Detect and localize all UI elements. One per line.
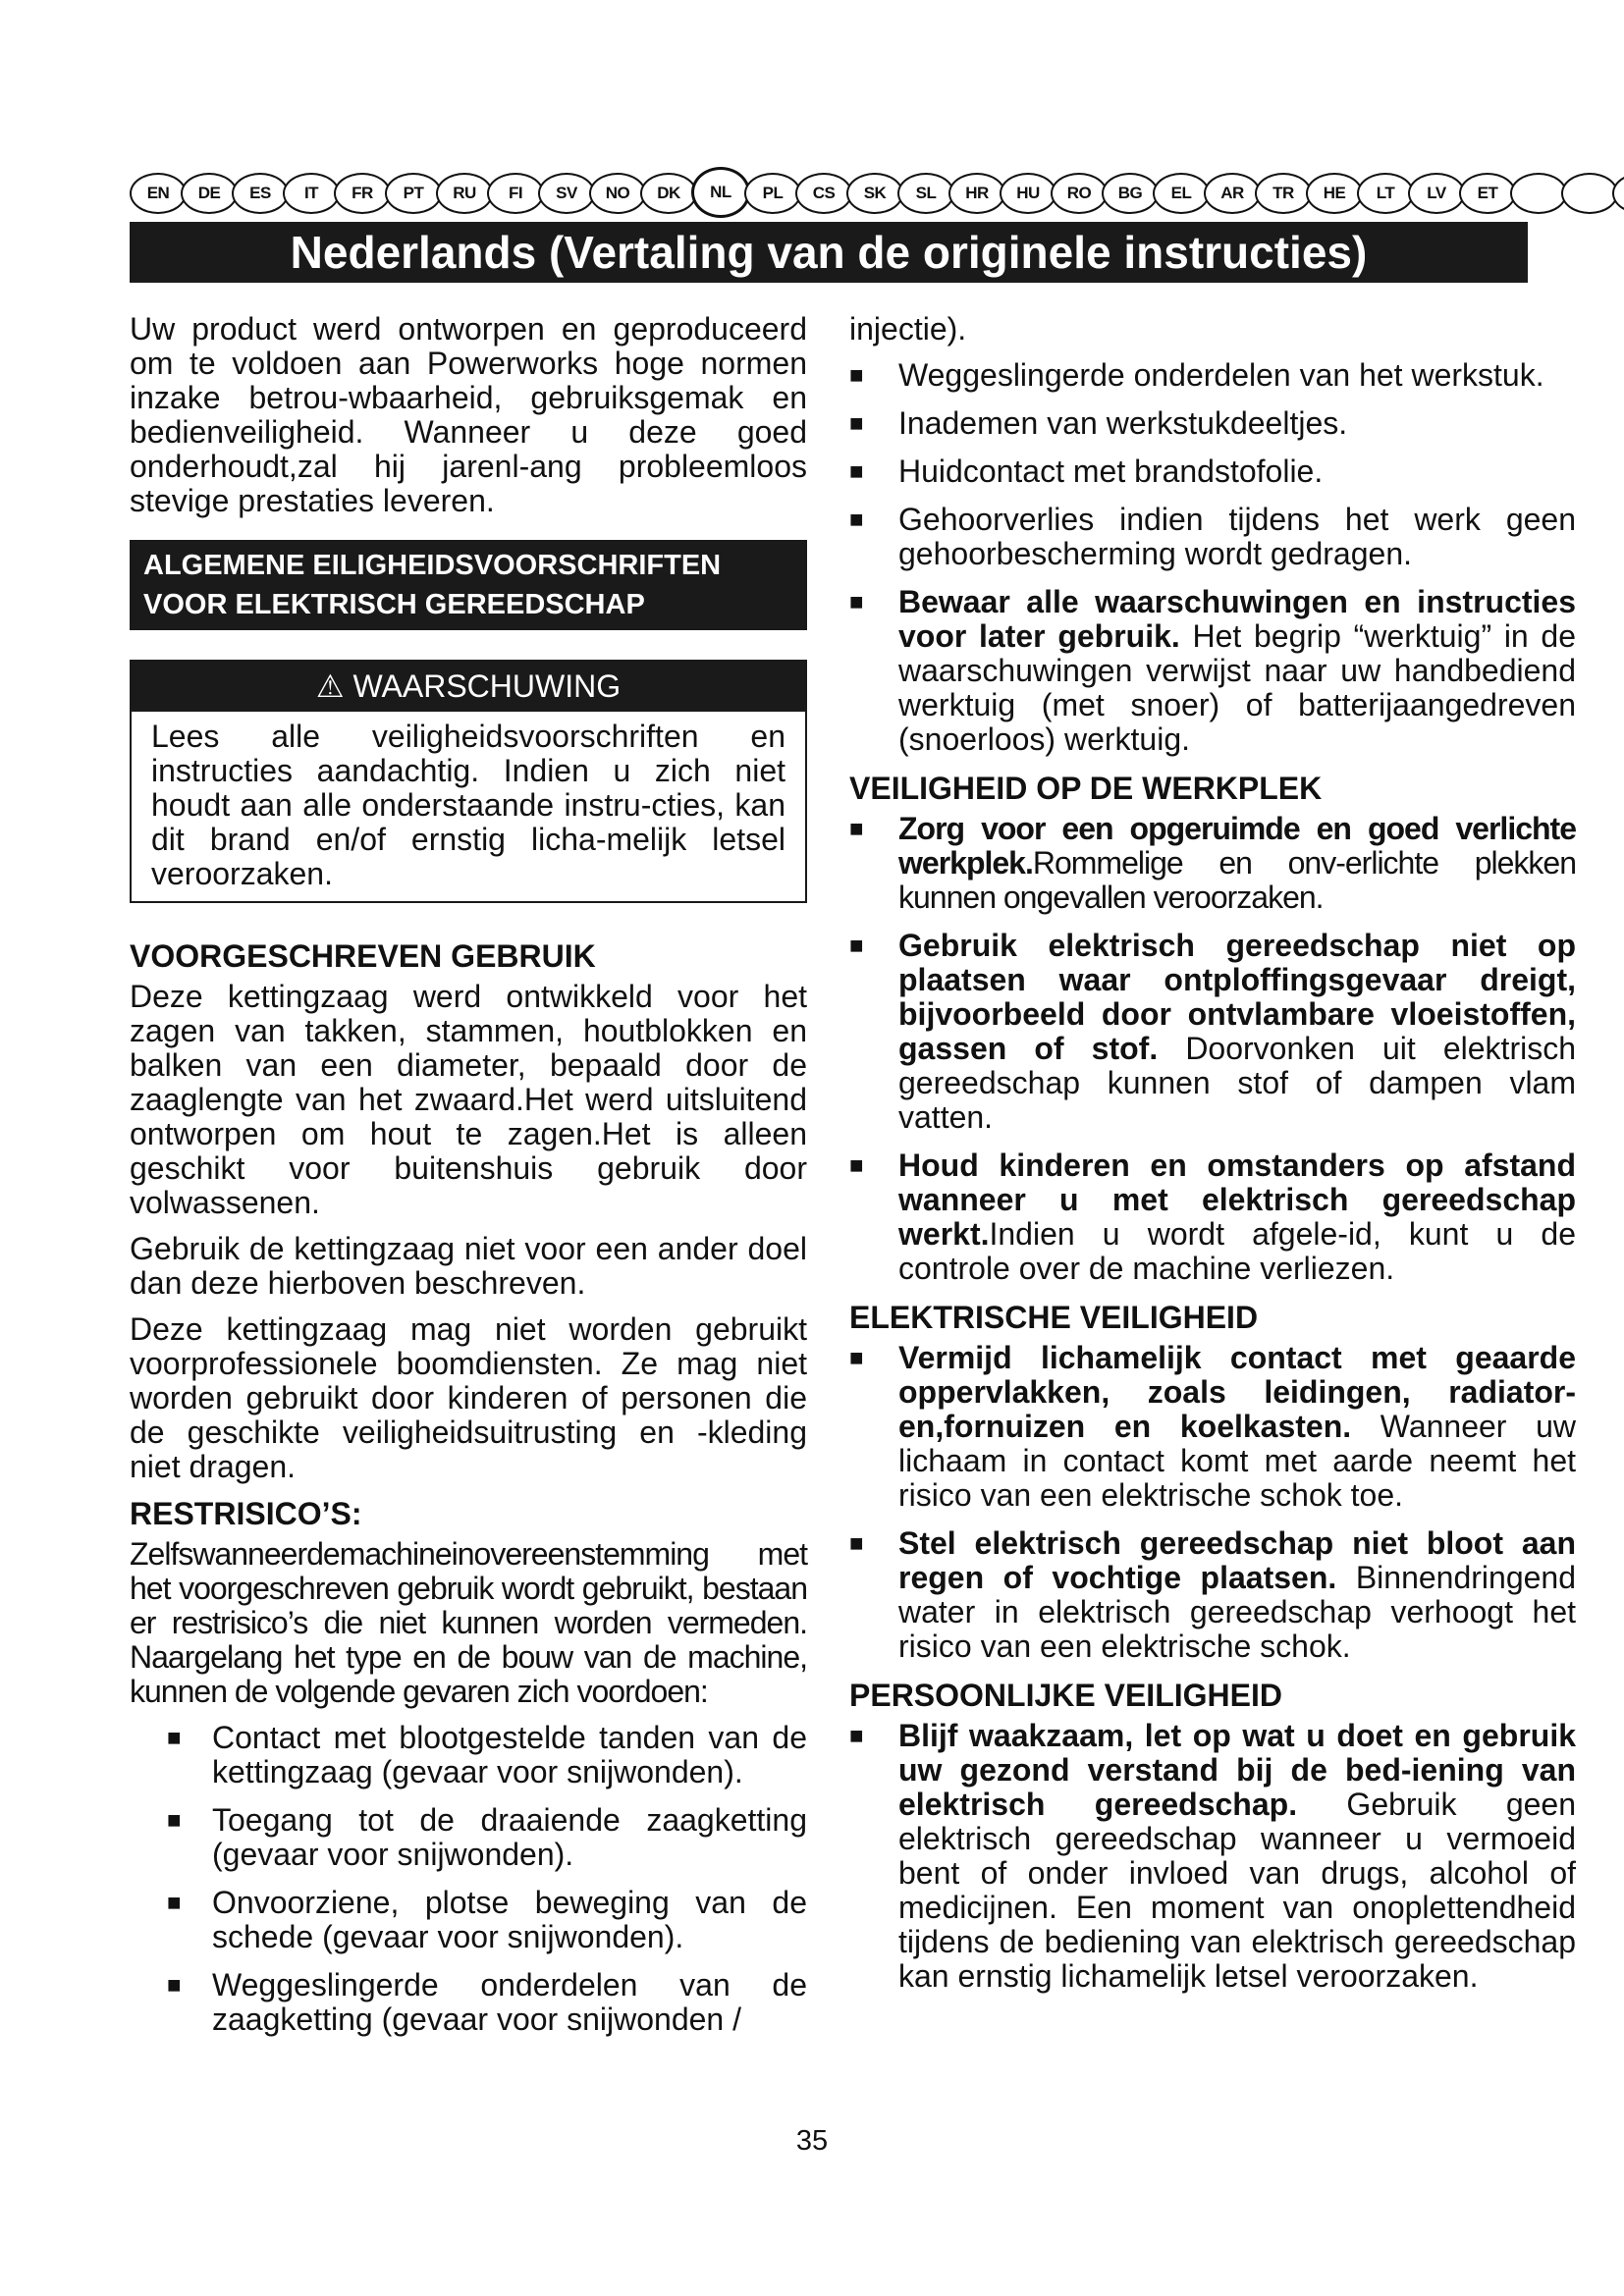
intended-use-heading: VOORGESCHREVEN GEBRUIK (130, 938, 596, 974)
bullet-square-icon: ■ (849, 458, 864, 485)
language-tab-de: DE (181, 173, 238, 214)
bullet-square-icon: ■ (849, 816, 864, 842)
list-item: ■ Huidcontact met brandstofolie. (849, 454, 1324, 489)
language-tab-ru: RU (436, 173, 493, 214)
language-tab-hu: HU (1000, 173, 1056, 214)
language-tab-lt: LT (1357, 173, 1414, 214)
list-item: ■ Stel elektrisch gereedschap niet bloot aan regen of vochtige plaatsen. Binnendringend water in elektrisch gereedschap verhoogt het risico van een elektrische schok. (849, 1525, 1577, 1664)
language-tab-ro: RO (1051, 173, 1108, 214)
residual-risks-list (130, 1721, 807, 2037)
language-tab-pl: PL (744, 173, 801, 214)
list-item: ■ Toegang tot de draaiende zaagketting (gevaar voor snijwonden). (167, 1802, 807, 1872)
bullet-square-icon: ■ (849, 410, 864, 437)
list-item: ■ Houd kinderen en omstanders op afstand wanneer u met elektrisch gereedschap werkt.Indien u wordt afgele-id, kunt u de controle over de machine verliezen. (849, 1148, 1576, 1286)
warning-text: Lees alle veiligheidsvoorschriften en instructies aandachtig. Indien u zich niet houdt aan alle onderstaande instru-cties, kan dit brand en/of ernstig licha-melijk letsel veroorzaken. (151, 719, 785, 891)
bullet-square-icon: ■ (167, 1890, 182, 1916)
list-item: ■ Onvoorziene, plotse beweging van de schede (gevaar voor snijwonden). (167, 1885, 807, 1954)
language-tab-lv: LV (1408, 173, 1465, 214)
bullet-square-icon: ■ (849, 1152, 864, 1179)
list-item: ■ Gebruik elektrisch gereedschap niet op plaatsen waar ontploffingsgevaar dreigt, bijvoorbeeld door ontvlambare vloeistoffen, gassen of stof. Doorvonken uit elektrisch gereedschap kunnen stof of dampen vlam vatten. (849, 928, 1576, 1135)
language-tab-dk: DK (640, 173, 697, 214)
bullet-square-icon: ■ (849, 1530, 864, 1557)
intended-use-paragraph-1: Deze kettingzaag werd ontwikkeld voor het zagen van takken, stammen, houtblokken en balken van een diameter, bepaald door de zaaglengte van het zwaard.Het werd uitsluitend ontworpen om hout te zagen.Het is alleen geschikt voor buitenshuis gebruik door volwassenen. (130, 979, 807, 1220)
list-item: ■ Vermijd lichamelijk contact met geaarde oppervlakken, zoals leidingen, radiator-en,fornuizen en koelkasten. Wanneer uw lichaam in contact komt met aarde neemt het risico van een elektrische schok toe. (849, 1340, 1576, 1513)
list-item: ■ Blijf waakzaam, let op wat u doet en gebruik uw gezond verstand bij de bed-iening van elektrisch gereedschap. Gebruik geen elektrisch gereedschap wanneer u vermoeid bent of onder invloed van drugs, alcohol of medicijnen. Een moment van onoplettendheid tijdens de bediening van elektrisch gereedschap kan ernstig lichamelijk letsel veroorzaken. (849, 1718, 1576, 1994)
list-item: ■ Weggeslingerde onderdelen van de zaagketting (gevaar voor snijwonden / (167, 1967, 807, 2037)
language-tab-nl: NL (691, 167, 750, 218)
language-tab-hr: HR (948, 173, 1005, 214)
language-tab-bg: BG (1102, 173, 1159, 214)
bullet-square-icon: ■ (167, 1725, 182, 1751)
bullet-square-icon: ■ (849, 507, 864, 533)
warning-header (132, 662, 805, 712)
language-tab-et: ET (1459, 173, 1516, 214)
language-tab-empty (1561, 173, 1618, 214)
page-title: Nederlands (Vertaling van de originele instructies) (130, 222, 1528, 283)
list-item: ■ Gehoorverlies indien tijdens het werk geen gehoorbescherming wordt gedragen. (849, 502, 1576, 571)
warning-label: WAARSCHUWING (352, 668, 622, 704)
residual-risks-paragraph: Zelfswanneerdemachineinovereenstemming met het voorgeschreven gebruik wordt gebruikt, bestaan er restrisico’s die niet kunnen worden vermeden. Naargelang het type en de bouw van de machine, kunnen de volgende gevaren zich voordoen: (130, 1536, 807, 1709)
list-item: ■ Inademen van werkstukdeeltjes. (849, 405, 1348, 441)
intended-use-paragraph-3: Deze kettingzaag mag niet worden gebruikt voorprofessionele boomdiensten. Ze mag niet worden gebruikt door kinderen of personen die de geschikte veiligheidsuitrusting en -kleding niet dragen. (130, 1311, 807, 1484)
bullet-square-icon: ■ (849, 362, 864, 389)
general-safety-heading: ALGEMENE EILIGHEIDSVOORSCHRIFTEN VOOR ELEKTRISCH GEREEDSCHAP (130, 540, 807, 630)
personal-safety-heading: PERSOONLIJKE VEILIGHEID (849, 1678, 1282, 1713)
language-tab-empty (1612, 173, 1624, 214)
bullet-square-icon: ■ (849, 1723, 864, 1749)
residual-risks-heading: RESTRISICO’S: (130, 1496, 362, 1531)
language-tab-no: NO (589, 173, 646, 214)
right-column (849, 312, 1576, 2007)
bullet-square-icon: ■ (167, 1972, 182, 1999)
left-column (130, 312, 807, 2051)
language-tab-sl: SL (897, 173, 954, 214)
warning-triangle-icon: ⚠ (315, 668, 345, 704)
language-tabs (130, 173, 1624, 218)
list-item: ■ Weggeslingerde onderdelen van het werkstuk. (849, 357, 1544, 393)
bullet-square-icon: ■ (849, 589, 864, 615)
bullet-square-icon: ■ (849, 933, 864, 959)
warning-box (130, 660, 807, 903)
language-tab-pt: PT (385, 173, 442, 214)
language-tab-es: ES (232, 173, 289, 214)
list-item: ■ Zorg voor een opgeruimde en goed verlichte werkplek.Rommelige en onv-erlichte plekken kunnen ongevallen veroorzaken. (849, 811, 1576, 915)
electrical-safety-heading: ELEKTRISCHE VEILIGHEID (849, 1300, 1259, 1335)
bullet-square-icon: ■ (167, 1807, 182, 1834)
intended-use-paragraph-2: Gebruik de kettingzaag niet voor een ander doel dan deze hierboven beschreven. (130, 1231, 807, 1301)
language-tab-fr: FR (334, 173, 391, 214)
language-tab-empty (1510, 173, 1567, 214)
language-tab-it: IT (283, 173, 340, 214)
language-tab-en: EN (130, 173, 187, 214)
language-tab-el: EL (1153, 173, 1210, 214)
language-tab-sv: SV (538, 173, 595, 214)
list-item: ■ Contact met blootgestelde tanden van de kettingzaag (gevaar voor snijwonden). (167, 1720, 807, 1789)
bullet-square-icon: ■ (849, 1345, 864, 1371)
list-item: ■ Bewaar alle waarschuwingen en instructies voor later gebruik. Het begrip “werktuig” in de waarschuwingen verwijst naar uw handbediend werktuig (met snoer) of batterijaangedreven (snoerloos) werktuig. (849, 584, 1577, 757)
language-tab-tr: TR (1255, 173, 1312, 214)
language-tab-fi: FI (487, 173, 544, 214)
language-tab-ar: AR (1204, 173, 1261, 214)
workplace-safety-heading: VEILIGHEID OP DE WERKPLEK (849, 771, 1323, 806)
continued-text: injectie). (849, 311, 967, 347)
page-number: 35 (795, 2125, 829, 2157)
language-tab-he: HE (1306, 173, 1363, 214)
language-tab-sk: SK (846, 173, 903, 214)
language-tab-cs: CS (795, 173, 852, 214)
intro-paragraph: Uw product werd ontworpen en geproduceerd om te voldoen aan Powerworks hoge normen inzake betrou-wbaarheid, gebruiksgemak en bedienveiligheid. Wanneer u deze goed onderhoudt,zal hij jarenl-ang probleemloos stevige prestaties leveren. (130, 311, 807, 518)
